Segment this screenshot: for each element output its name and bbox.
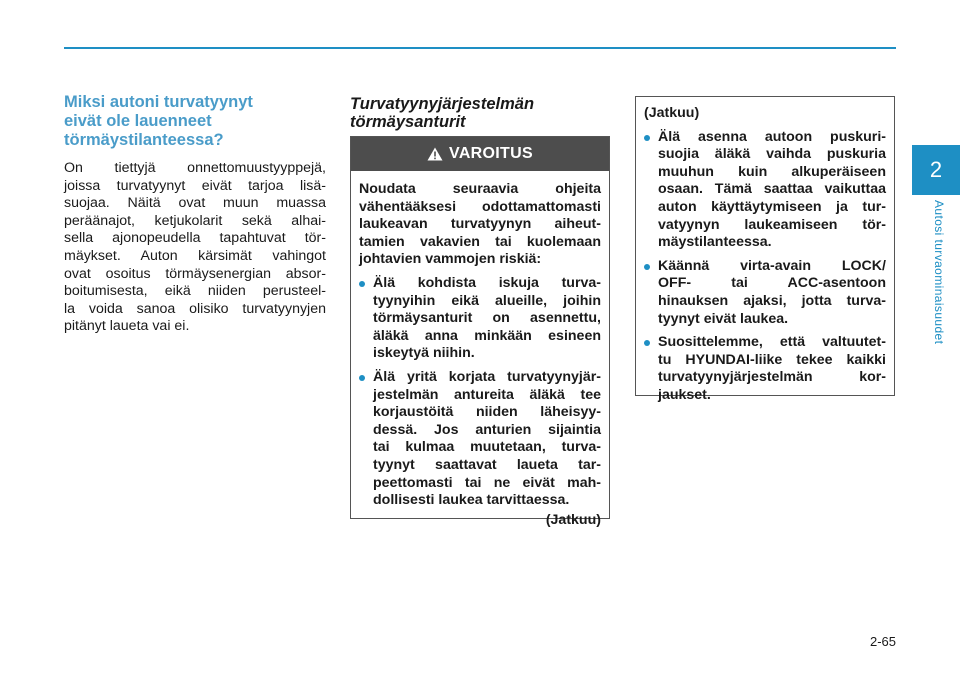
top-rule xyxy=(64,47,896,49)
warning-body xyxy=(636,97,894,405)
bullet-dot xyxy=(359,281,365,287)
airbag-not-deployed-section xyxy=(64,93,326,336)
bullet-dot xyxy=(644,135,650,141)
title-line: Miksi autoni turvatyynyt xyxy=(64,93,253,111)
bullet-line: turvatyynyjärjestelmän kor- xyxy=(658,369,886,386)
bullet-line: tyynyihin eikä alueille, joihin xyxy=(373,292,601,309)
bullet-line: tu HYUNDAI-liike tekee kaikki xyxy=(658,351,886,368)
bullet-line: osaan. Tämä saattaa vaikuttaa xyxy=(658,181,886,198)
bullet-line: tyynyt saattavat laueta tar- xyxy=(373,456,601,473)
body-line: suojaa. Näitä ovat muun muassa xyxy=(64,195,326,212)
warning-body xyxy=(351,171,609,529)
chapter-tab: 2 xyxy=(912,145,960,195)
body-line: peräänajot, ketjukolarit sekä alhai- xyxy=(64,212,326,229)
chapter-label: Autosi turvaominaisuudet xyxy=(932,200,946,345)
title-line: Turvatyynyjärjestelmän xyxy=(350,95,535,113)
subsection-title xyxy=(350,95,610,131)
bullet-line: jaukset. xyxy=(658,386,711,403)
warning-line: laukeavan turvatyynyn aiheut- xyxy=(359,216,601,233)
bullet-line: tyynyt eivät laukea. xyxy=(658,310,789,327)
bullet-dot xyxy=(644,264,650,270)
warning-box-continued xyxy=(635,96,895,403)
warning-bullet xyxy=(359,369,601,510)
bullet-line: mäystilanteessa. xyxy=(658,234,772,251)
title-line: törmäystilanteessa? xyxy=(64,131,224,149)
warning-triangle-icon xyxy=(427,147,443,161)
section-body xyxy=(64,160,326,336)
bullet-line: Käännä virta-avain LOCK/ xyxy=(658,257,886,274)
warning-box xyxy=(350,136,610,528)
warning-bullet xyxy=(644,129,886,252)
bullet-line: äläkä anna minkään esineen xyxy=(373,327,601,344)
continued-label: (Jatkuu) xyxy=(545,511,601,528)
warning-header xyxy=(351,137,609,171)
bullet-line: Älä kohdista iskuja turva- xyxy=(373,274,601,291)
bullet-line: dessä. Jos anturien sijaintia xyxy=(373,421,601,438)
warning-line: johtavien vammojen riskiä: xyxy=(359,251,542,268)
crash-sensors-section xyxy=(350,95,610,528)
bullet-line: tai kulmaa muutetaan, turva- xyxy=(373,439,601,456)
body-line: pitänyt laueta vai ei. xyxy=(64,318,190,335)
body-line: mäykset. Auton kärsimät vahingot xyxy=(64,247,326,264)
bullet-line: auton käyttäytymiseen ja tur- xyxy=(658,198,886,215)
warning-line: Noudata seuraavia ohjeita xyxy=(359,181,601,197)
warning-intro xyxy=(359,181,601,269)
title-line: törmäysanturit xyxy=(350,113,466,131)
body-line: joissa turvatyynyt eivät tarjoa lisä- xyxy=(64,177,326,194)
bullet-line: muuhun kuin alkuperäiseen xyxy=(658,163,886,180)
bullet-line: iskeytyä niihin. xyxy=(373,345,475,362)
bullet-line: OFF- tai ACC-asentoon xyxy=(658,275,886,292)
warning-line: vähentääksesi odottamattomasti xyxy=(359,198,601,215)
bullet-line: Älä asenna autoon puskuri- xyxy=(658,128,886,145)
title-line: eivät ole lauenneet xyxy=(64,112,212,130)
body-line: la voida sanoa olisiko turvatyynyjen xyxy=(64,300,326,317)
bullet-line: dollisesti laukea tarvittaessa. xyxy=(373,492,570,509)
section-title xyxy=(64,93,326,150)
bullet-line: törmäysanturit on asennettu, xyxy=(373,310,601,327)
bullet-line: hinauksen ajaksi, jotta turva- xyxy=(658,292,886,309)
bullet-line: Suosittelemme, että valtuutet- xyxy=(658,334,886,351)
bullet-line: vatyynyn laukeamiseen tör- xyxy=(658,216,886,233)
bullet-line: jestelmän antureita äläkä tee xyxy=(373,386,601,403)
body-line: On tiettyjä onnettomuustyyppejä, xyxy=(64,160,326,176)
warning-bullet xyxy=(359,275,601,363)
body-line: boitumisesta, eikä niiden perusteel- xyxy=(64,283,326,300)
bullet-line: Älä yritä korjata turvatyynyjär- xyxy=(373,368,601,385)
bullet-line: korjaustöitä niiden läheisyy- xyxy=(373,404,601,421)
page-number: 2-65 xyxy=(869,634,896,649)
warning-label: VAROITUS xyxy=(449,145,533,162)
continued-label: (Jatkuu) xyxy=(644,105,700,121)
warning-bullet xyxy=(644,334,886,404)
warning-bullet xyxy=(644,258,886,328)
bullet-dot xyxy=(359,375,365,381)
bullet-dot xyxy=(644,340,650,346)
bullet-line: peettomasti tai ne eivät mah- xyxy=(373,474,601,491)
body-line: sella ajonopeudella tapahtuvat tör- xyxy=(64,230,326,247)
bullet-line: suojia äläkä vaihda puskuria xyxy=(658,146,886,163)
body-line: ovat osoitus törmäysenergian absor- xyxy=(64,265,326,282)
warning-line: tamien vakavien tai kuolemaan xyxy=(359,233,601,250)
